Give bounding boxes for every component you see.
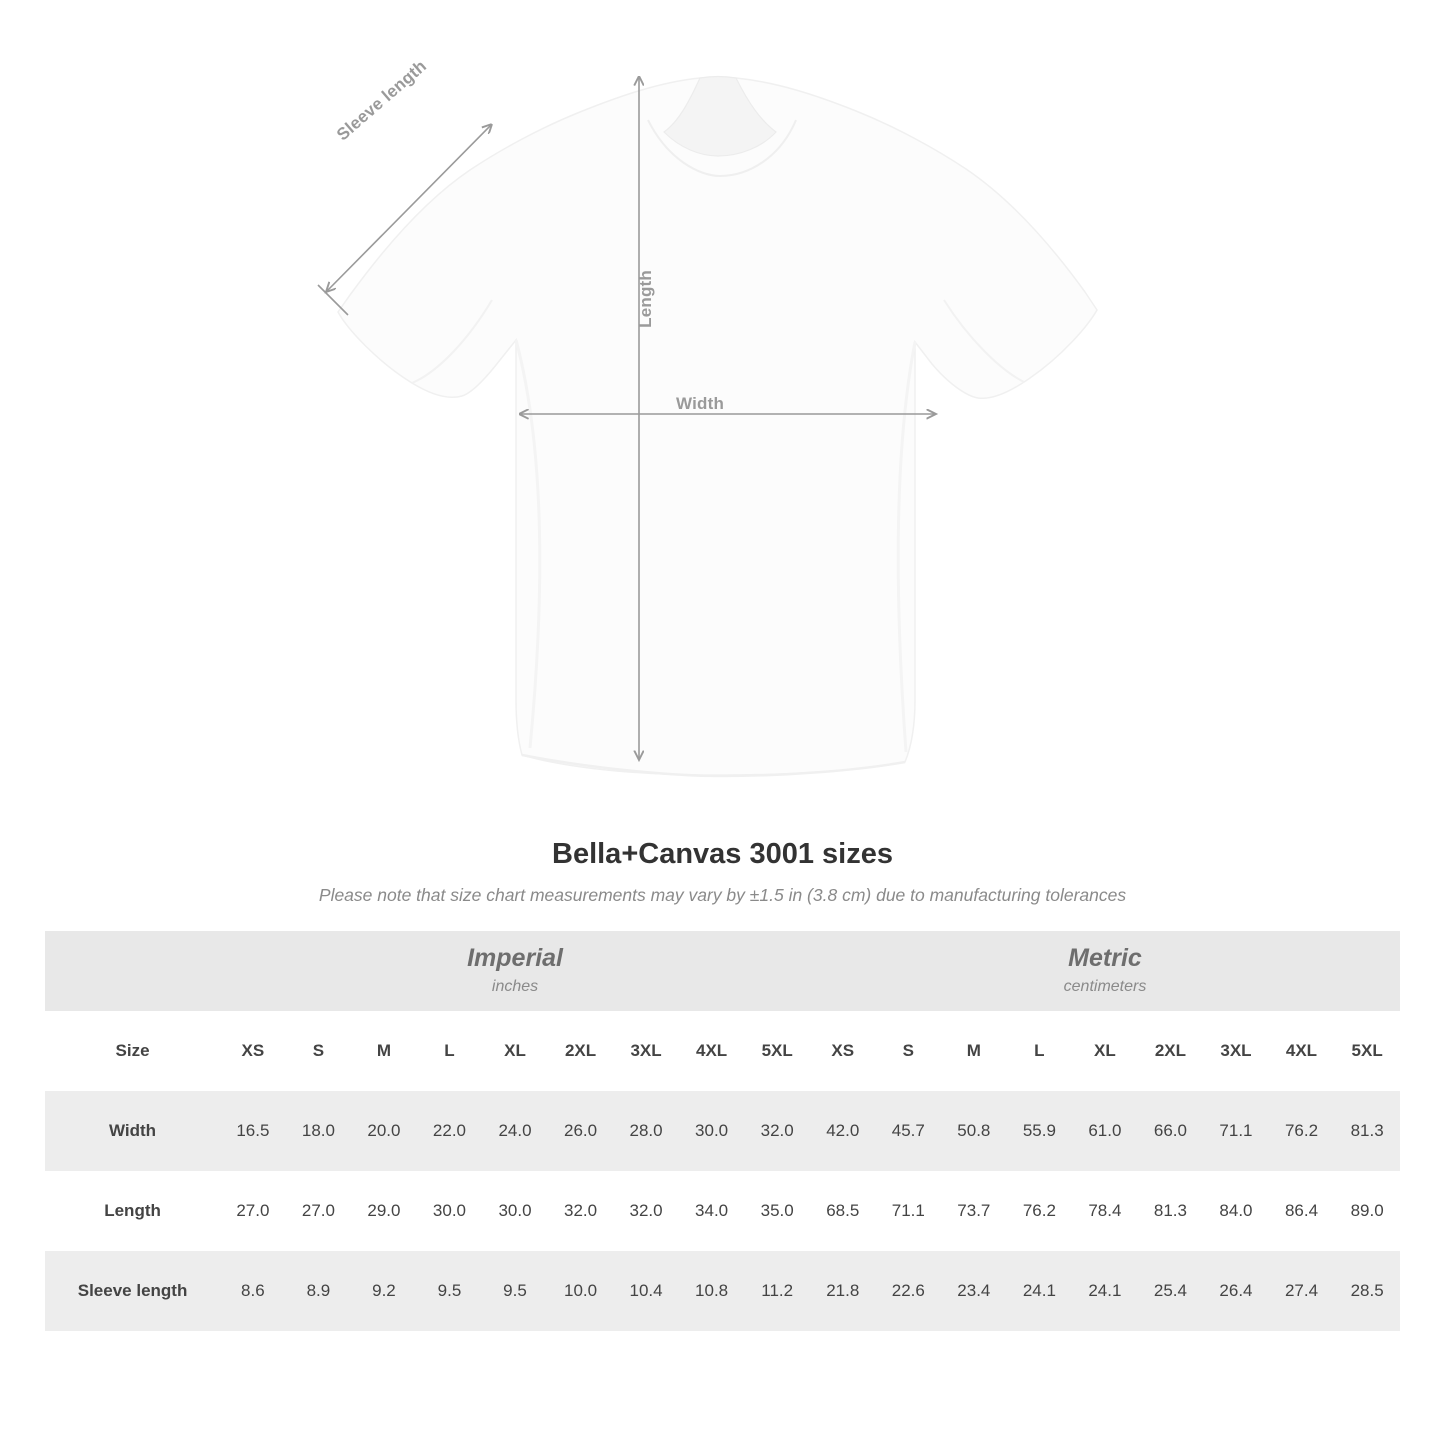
measurement-cell: 28.5 — [1334, 1251, 1400, 1331]
width-label: Width — [676, 394, 725, 413]
measurement-cell: 11.2 — [744, 1251, 810, 1331]
unit-group-header-row — [45, 931, 1400, 1011]
unit-group-subtitle: inches — [491, 977, 539, 995]
measurement-cell: 30.0 — [417, 1171, 483, 1251]
table-row — [45, 1251, 1400, 1331]
measurement-cell: 76.2 — [1269, 1091, 1335, 1171]
measurement-cell: 81.3 — [1138, 1171, 1204, 1251]
measurement-cell: 9.2 — [351, 1251, 417, 1331]
measurement-cell: 34.0 — [679, 1171, 745, 1251]
size-column-header: S — [876, 1011, 942, 1091]
measurement-row-label: Length — [45, 1171, 220, 1251]
size-column-header: 2XL — [1138, 1011, 1204, 1091]
measurement-cell: 10.0 — [548, 1251, 614, 1331]
measurement-cell: 24.0 — [482, 1091, 548, 1171]
measurement-cell: 27.0 — [286, 1171, 352, 1251]
measurement-cell: 23.4 — [941, 1251, 1007, 1331]
measurement-cell: 18.0 — [286, 1091, 352, 1171]
chart-header — [0, 838, 1445, 906]
measurement-cell: 8.9 — [286, 1251, 352, 1331]
measurement-cell: 28.0 — [613, 1091, 679, 1171]
size-header-label: Size — [45, 1011, 220, 1091]
size-header-row — [45, 1011, 1400, 1091]
measurement-cell: 32.0 — [613, 1171, 679, 1251]
measurement-cell: 81.3 — [1334, 1091, 1400, 1171]
shirt-shape — [338, 77, 1097, 777]
size-column-header: 5XL — [1334, 1011, 1400, 1091]
measurement-cell: 66.0 — [1138, 1091, 1204, 1171]
measurement-cell: 8.6 — [220, 1251, 286, 1331]
tolerance-note: Please note that size chart measurements may vary by ±1.5 in (3.8 cm) due to manufacturing tolerances — [318, 885, 1127, 905]
measurement-cell: 71.1 — [876, 1171, 942, 1251]
size-column-header: XS — [810, 1011, 876, 1091]
size-column-header: L — [1007, 1011, 1073, 1091]
measurement-cell: 30.0 — [482, 1171, 548, 1251]
measurement-cell: 50.8 — [941, 1091, 1007, 1171]
size-table — [45, 931, 1400, 1331]
measurement-cell: 26.4 — [1203, 1251, 1269, 1331]
measurement-cell: 26.0 — [548, 1091, 614, 1171]
measurement-cell: 32.0 — [548, 1171, 614, 1251]
size-column-header: 4XL — [679, 1011, 745, 1091]
measurement-cell: 10.4 — [613, 1251, 679, 1331]
table-row — [45, 1091, 1400, 1171]
unit-header-spacer — [45, 931, 220, 1011]
size-column-header: 4XL — [1269, 1011, 1335, 1091]
measurement-cell: 22.0 — [417, 1091, 483, 1171]
measurement-cell: 78.4 — [1072, 1171, 1138, 1251]
size-column-header: 2XL — [548, 1011, 614, 1091]
measurement-cell: 42.0 — [810, 1091, 876, 1171]
measurement-cell: 86.4 — [1269, 1171, 1335, 1251]
measurement-row-label: Sleeve length — [45, 1251, 220, 1331]
measurement-cell: 27.4 — [1269, 1251, 1335, 1331]
page-title: Bella+Canvas 3001 sizes — [552, 838, 893, 870]
size-column-header: XL — [482, 1011, 548, 1091]
size-column-header: M — [351, 1011, 417, 1091]
measurement-cell: 73.7 — [941, 1171, 1007, 1251]
measurement-cell: 20.0 — [351, 1091, 417, 1171]
measurement-cell: 24.1 — [1007, 1251, 1073, 1331]
unit-group-metric — [810, 931, 1400, 1011]
measurement-cell: 55.9 — [1007, 1091, 1073, 1171]
unit-group-subtitle: centimeters — [1063, 977, 1147, 995]
measurement-cell: 16.5 — [220, 1091, 286, 1171]
measurement-cell: 29.0 — [351, 1171, 417, 1251]
sleeve-length-label: Sleeve length — [333, 56, 431, 145]
size-column-header: 3XL — [1203, 1011, 1269, 1091]
sleeve-dimension-tick — [318, 285, 348, 315]
size-column-header: 3XL — [613, 1011, 679, 1091]
measurement-cell: 35.0 — [744, 1171, 810, 1251]
measurement-cell: 22.6 — [876, 1251, 942, 1331]
size-column-header: S — [286, 1011, 352, 1091]
size-column-header: M — [941, 1011, 1007, 1091]
measurement-cell: 84.0 — [1203, 1171, 1269, 1251]
measurement-cell: 21.8 — [810, 1251, 876, 1331]
length-label: Length — [636, 270, 655, 328]
unit-group-imperial — [220, 931, 810, 1011]
unit-group-title: Metric — [1068, 943, 1142, 972]
size-table-wrapper — [45, 931, 1400, 1331]
measurement-cell: 32.0 — [744, 1091, 810, 1171]
size-column-header: L — [417, 1011, 483, 1091]
measurement-cell: 9.5 — [417, 1251, 483, 1331]
measurement-cell: 9.5 — [482, 1251, 548, 1331]
unit-group-title: Imperial — [467, 943, 563, 972]
measurement-cell: 45.7 — [876, 1091, 942, 1171]
table-row — [45, 1171, 1400, 1251]
measurement-cell: 89.0 — [1334, 1171, 1400, 1251]
measurement-cell: 61.0 — [1072, 1091, 1138, 1171]
measurement-cell: 71.1 — [1203, 1091, 1269, 1171]
measurement-cell: 76.2 — [1007, 1171, 1073, 1251]
measurement-row-label: Width — [45, 1091, 220, 1171]
measurement-cell: 10.8 — [679, 1251, 745, 1331]
measurement-cell: 27.0 — [220, 1171, 286, 1251]
measurement-cell: 68.5 — [810, 1171, 876, 1251]
size-column-header: 5XL — [744, 1011, 810, 1091]
size-column-header: XL — [1072, 1011, 1138, 1091]
measurement-cell: 24.1 — [1072, 1251, 1138, 1331]
measurement-cell: 25.4 — [1138, 1251, 1204, 1331]
size-column-header: XS — [220, 1011, 286, 1091]
measurement-cell: 30.0 — [679, 1091, 745, 1171]
